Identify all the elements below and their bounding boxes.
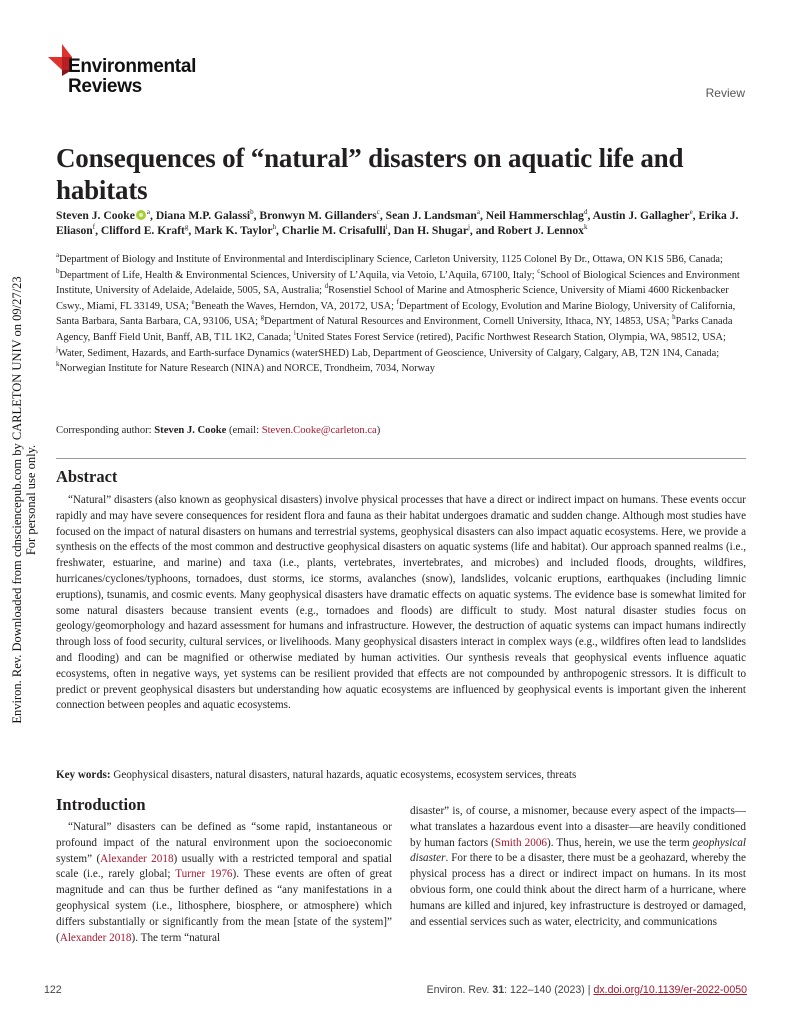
affiliation-text: Beneath the Waves, Herndon, VA, 20172, USA;: [194, 300, 397, 312]
affiliation-text: Department of Ecology, Evolution and Marine Biology, University of California, Santa Barbara, Santa Barbara, CA, 93106, USA;: [56, 300, 736, 328]
download-stamp-line2: For personal use only.: [24, 444, 38, 556]
author-list: Steven J. Cooke $^a$, Diana M.P. Galassi$^b$, Bronwyn M. Gillanders$^c$, Sean J. Landsman$^a$, Neil Hammerschlag$^d$, Austin J. Gallagher$^e$, Erika J. Eliason$^f$, Clifford E. Kraft$^g$, Mark K. Taylor$^h$, Charlie M. Crisafulli$^i$, Dan H. Shugar$^j$, and Robert J. Lennox$^k$: [56, 208, 739, 237]
corresponding-name: Steven J. Cooke: [154, 425, 227, 436]
affiliation-text: United States Forest Service (retired), Pacific Northwest Research Station, Olympia, WA, 98512, USA;: [295, 331, 726, 343]
affiliation-text: Norwegian Institute for Nature Research (NINA) and NORCE, Trondheim, 7034, Norway: [59, 363, 435, 375]
author-name[interactable]: Neil Hammerschlag: [485, 209, 584, 222]
abstract-heading: Abstract: [56, 467, 118, 486]
citation-link[interactable]: Alexander 2018: [59, 931, 132, 944]
author-name[interactable]: Charlie M. Crisafulli: [281, 224, 386, 237]
author-name[interactable]: Mark K. Taylor: [194, 224, 273, 237]
emphasized-term: geophysical disaster: [410, 836, 746, 865]
citation-link[interactable]: Smith 2006: [494, 836, 548, 849]
author-name[interactable]: Erika J. Eliason: [56, 209, 739, 237]
introduction-column-left: “Natural” disasters can be defined as “some rapid, instantaneous or profound impact of the natural environment upon the socioeconomic system” (Alexander 2018) usually with a restricted temporal and spatial scale (i.e., rarely global; Turner 1976). These events are often of great magnitude and can thus be further defined as “any manifestations in a geophysical system (i.e., lithosphere, biosphere, or atmosphere) which differs substantially or significantly from the mean [state of the system]” (Alexander 2018). The term “natural: [56, 821, 392, 944]
affiliation-marker: e: [191, 297, 195, 306]
corresponding-author: [56, 424, 746, 438]
corresponding-email-link[interactable]: Steven.Cooke@carleton.ca: [261, 425, 377, 436]
author-affiliation-marker: e: [689, 208, 693, 216]
keywords-colon: :: [106, 769, 114, 781]
page-number: 122: [44, 984, 62, 996]
doi-link[interactable]: dx.doi.org/10.1139/er-2022-0050: [593, 984, 747, 996]
author-name[interactable]: Clifford E. Kraft: [100, 224, 185, 237]
affiliation-text: School of Biological Sciences and Environment Institute, University of Adelaide, Adelaide, 5005, SA, Australia;: [56, 269, 740, 297]
journal-abbrev: Environ. Rev.: [426, 984, 493, 996]
author-affiliation-marker: b: [250, 208, 254, 216]
journal-logo[interactable]: [48, 44, 248, 100]
corresponding-label: Corresponding author:: [56, 425, 155, 436]
author-name[interactable]: Bronwyn M. Gillanders: [259, 209, 377, 222]
author-name[interactable]: Steven J. Cooke: [56, 209, 135, 222]
affiliation-text: Department of Natural Resources and Environment, Cornell University, Ithaca, NY, 14853, USA;: [264, 316, 673, 328]
download-stamp: [0, 240, 48, 760]
citation-link[interactable]: Alexander 2018: [100, 852, 174, 865]
article-type-label: Review: [705, 86, 745, 100]
author-name[interactable]: Sean J. Landsman: [385, 209, 477, 222]
author-name[interactable]: Dan H. Shugar: [393, 224, 468, 237]
author-name[interactable]: Robert J. Lennox: [497, 224, 584, 237]
keywords-label: Key words: [56, 769, 107, 781]
introduction-heading: Introduction: [56, 795, 146, 814]
affiliation-marker: j: [56, 344, 58, 353]
affiliation-marker: c: [537, 266, 541, 275]
section-divider: [56, 458, 746, 459]
email-suffix: ): [376, 425, 381, 436]
abstract-text: “Natural” disasters (also known as geophysical disasters) involve physical processes that have a direct or indirect impact on humans. These events occur rapidly and may have severe consequences for resident flora and fauna as their habitat undergoes dramatic and sudden change. Although most studies have focused on the impact of natural disasters on humans and terrestrial systems, geophysical disasters can also impact aquatic ecosystems. Here, we provide a synthesis on the effects of the most common and destructive geophysical disasters on aquatic systems (life and habitat). Our approach spanned realms (i.e., freshwater, estuarine, and marine) and taxa (i.e., plants, vertebrates, invertebrates, and microbes) and included floods, droughts, wildfires, hurricanes/cyclones/typhoons, tornadoes, dust storms, ice storms, avalanches (snow), landslides, volcanic eruptions, earthquakes (including limnic eruptions), tsunamis, and cosmic events. Many geophysical disasters have dramatic effects on aquatic systems. The evidence base is somewhat limited for some natural disasters because transient events (e.g., tornadoes and floods) are difficult to study. Most natural disaster studies focus on geology/geomorphology and hazard assessment for humans and infrastructure. However, the destruction of aquatic systems can impact humans indirectly through loss of food security, cultural services, or livelihoods. Many geophysical disasters interact in complex ways (e.g., wildfires often lead to landslides and flooding) and can be magnified or otherwise mediated by human activities. Our synthesis reveals that geophysical events influence aquatic ecosystems, often in negative ways, yet systems can be resilient provided that effects are not compounded by anthropogenic stressors. It is difficult to predict or prevent geophysical disasters but understanding how aquatic ecosystems are influenced by geophysical events is important given the inherent connection between peoples and aquatic ecosystems.: [56, 494, 746, 712]
affiliation-text: Water, Sediment, Hazards, and Earth-surface Dynamics (waterSHED) Lab, Department of Geoscience, University of Calgary, Calgary, AB, T2N 1N4, Canada;: [57, 347, 720, 359]
author-affiliation-marker: d: [583, 208, 588, 216]
introduction-column-right: disaster” is, of course, a misnomer, because every aspect of the impacts—what translates a hazardous event into a disaster—are heavily conditioned by human factors (Smith 2006). Thus, herein, we use the term geophysical disaster. For there to be a disaster, there must be a geohazard, whereby the physical process has a direct or indirect impact on humans. In its most obvious form, one could think about the direct harm of a hurricane, where humans are killed and injured, key infrastructure is destroyed or damaged, and essential services such as water, electricity, and communications: [410, 805, 746, 928]
volume-number: 31: [492, 984, 505, 996]
affiliation-marker: b: [56, 266, 60, 275]
journal-name-line1: Environmental: [68, 56, 197, 77]
author-name[interactable]: Austin J. Gallagher: [592, 209, 690, 222]
page-footer: [44, 984, 747, 1000]
author-affiliation-marker: i: [385, 223, 388, 231]
orcid-icon[interactable]: [136, 210, 146, 220]
author-affiliation-marker: g: [184, 223, 189, 231]
affiliation-marker: i: [293, 328, 296, 337]
pages-year: : 122–140 (2023) |: [504, 984, 594, 996]
affiliation-marker: h: [672, 313, 676, 322]
affiliation-marker: f: [396, 297, 399, 306]
affiliation-text: Rosenstiel School of Marine and Atmospheric Science, University of Miami 4600 Rickenbacker Cswy., Miami, FL 33149, USA;: [56, 285, 729, 312]
author-name[interactable]: Diana M.P. Galassi: [155, 209, 251, 222]
affiliations: [56, 252, 746, 377]
keywords: [56, 768, 746, 783]
affiliation-marker: g: [260, 313, 265, 322]
author-affiliation-marker: a: [146, 208, 151, 216]
affiliation-text: Parks Canada Agency, Banff Field Unit, Banff, AB, T1L 1K2, Canada;: [56, 316, 733, 343]
affiliation-marker: k: [56, 360, 60, 369]
affiliation-text: Department of Life, Health & Environmental Sciences, University of L’Aquila, via Vetoio, L’Aquila, 67100, Italy;: [59, 269, 538, 281]
keywords-text: Geophysical disasters, natural disasters, natural hazards, aquatic ecosystems, ecosystem services, threats: [113, 769, 577, 781]
affiliation-marker: a: [56, 251, 60, 259]
author-affiliation-marker: j: [467, 223, 470, 231]
citation-line: [427, 984, 747, 996]
affiliation-marker: d: [324, 282, 329, 291]
author-affiliation-marker: k: [583, 223, 588, 231]
author-affiliation-marker: h: [272, 223, 276, 231]
affiliation-text: Department of Biology and Institute of Environmental and Interdisciplinary Science, Carleton University, 1125 Colonel By Dr., Ottawa, ON K1S 5B6, Canada;: [59, 254, 723, 265]
article-title: Consequences of “natural” disasters on aquatic life and habitats: [56, 143, 684, 205]
email-prefix: (email:: [226, 425, 262, 436]
author-affiliation-marker: a: [476, 208, 480, 216]
author-affiliation-marker: c: [376, 208, 380, 216]
citation-link[interactable]: Turner 1976: [175, 868, 233, 881]
download-stamp-line1: Environ. Rev. Downloaded from cdnsciencepub.com by CARLETON UNIV on 09/27/23: [10, 276, 24, 724]
journal-name-line2: Reviews: [68, 76, 142, 97]
author-affiliation-marker: f: [92, 223, 96, 231]
